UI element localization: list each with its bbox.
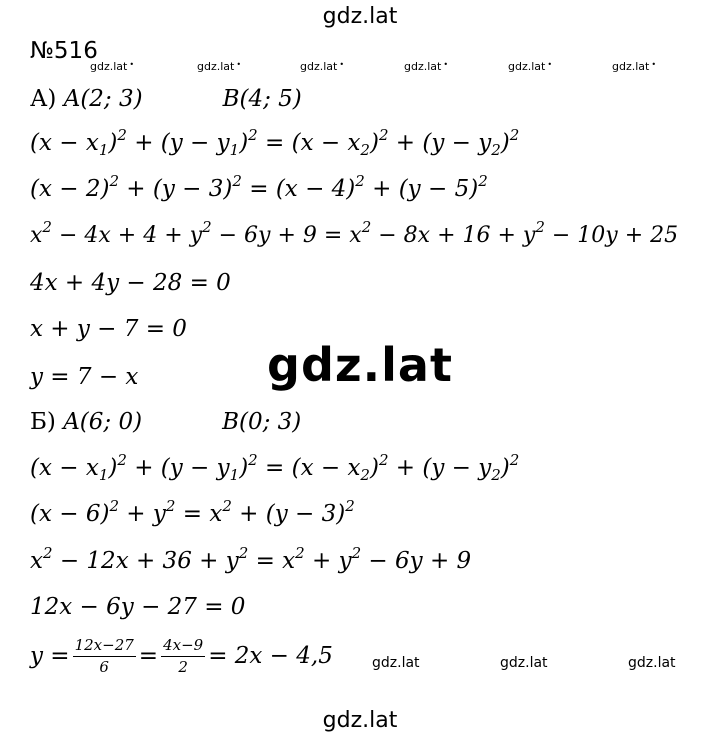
watermark-small: gdz.lat • xyxy=(300,60,344,73)
watermark-center: gdz.lat xyxy=(267,338,453,392)
reduced-equation: x + y − 7 = 0 xyxy=(30,316,187,342)
equation-line: $(x - 2)^2 + (y - 3)^2 = (x - 4)^2 + (y - 5)^2$ xyxy=(30,172,488,202)
problem-number: №516 xyxy=(30,38,98,64)
equation-line: $(x - 6)^2 + y^2 = x^2 + (y - 3)^2$ xyxy=(30,497,355,527)
watermark-answer-row: gdz.lat xyxy=(372,655,420,671)
part-b-label: Б) xyxy=(30,409,56,435)
expanded-equation: $x^2 - 12x + 36 + y^2 = x^2 + y^2 - 6y + 9$ xyxy=(30,544,472,574)
watermark-small: gdz.lat • xyxy=(404,60,448,73)
part-b-points xyxy=(30,409,301,435)
watermark-answer-row: gdz.lat xyxy=(500,655,548,671)
watermark-bottom: gdz.lat xyxy=(322,708,398,733)
point-b: B(4; 5) xyxy=(222,86,302,112)
fraction: $\frac{4x-9}{2}$ xyxy=(163,636,204,676)
watermark-small: gdz.lat • xyxy=(90,60,134,73)
point-a: A(2; 3) xyxy=(63,86,143,112)
simplified-equation: 4x + 4y − 28 = 0 xyxy=(30,270,231,296)
watermark-answer-row: gdz.lat xyxy=(628,655,676,671)
watermark-top: gdz.lat xyxy=(322,4,398,29)
fraction: $\frac{12x-27}{6}$ xyxy=(74,636,134,676)
distance-formula: $(x - x_1)^2 + (y - y_1)^2 = (x - x_2)^2 + (y - y_2)^2$ xyxy=(30,126,520,159)
distance-formula: $(x - x_1)^2 + (y - y_1)^2 = (x - x_2)^2 + (y - y_2)^2$ xyxy=(30,451,520,484)
watermark-small: gdz.lat • xyxy=(508,60,552,73)
answer-b: y = $\frac{12x-27}{6}$ = $\frac{4x-9}{2}$ = 2x − 4,5 xyxy=(30,636,333,676)
simplified-equation: 12x − 6y − 27 = 0 xyxy=(30,594,246,620)
point-b: B(0; 3) xyxy=(222,409,302,435)
part-a-points xyxy=(30,86,302,112)
answer-a: y = 7 − x xyxy=(30,364,139,390)
part-a-label: А) xyxy=(30,86,57,112)
watermark-small: gdz.lat • xyxy=(612,60,656,73)
point-a: A(6; 0) xyxy=(63,409,143,435)
watermark-small: gdz.lat • xyxy=(197,60,241,73)
expanded-equation: $x^2 - 4x + 4 + y^2 - 6y + 9 = x^2 - 8x + 16 + y^2 - 10y + 25$ xyxy=(30,218,679,248)
